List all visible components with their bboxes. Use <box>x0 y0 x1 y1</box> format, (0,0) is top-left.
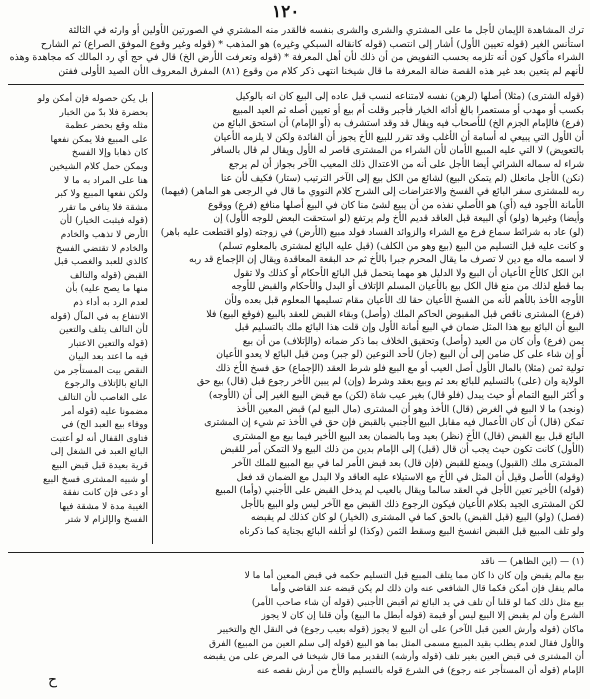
margin-line: أو شبيه المشترى فسخ البيع <box>42 473 148 485</box>
signature-mark: ح <box>48 672 58 688</box>
footnote-line: أن المشترى في قبض العين بغير تلف (قوله وأرشه) التقدير مما قال شيخنا في المرض على من يقبضه <box>203 652 584 663</box>
main-text-line: و أكثر البيع التمام أو حيث يبدل (فلو قال) بغير عيب شاة (لكن) مع قبض البيع الغير إلى أن (الأوجه) <box>208 390 584 402</box>
main-text-line: (فصل) (ولو) البيع (قبل القبض) بالحق كما في المشترى (الخيار) لو كان كذلك لم يقبضه <box>250 512 584 524</box>
margin-line: فتاوى القفال أنه لو أعتبت <box>50 432 148 444</box>
margin-line: الفسخ والإلزام لا شتر <box>65 514 148 526</box>
margin-line: بحضرة فلا بدّ من الخبار <box>59 106 148 118</box>
margin-line: قرية بعيدة قبل قبض البيع <box>51 460 148 472</box>
main-text-line: (فرع) المشترى ناقص قبل المقبوض الحاكم الملك (وأصل) وبقاء القبض للعقد بالبيع (فوقع البيع) فلا <box>206 308 584 320</box>
main-text-line: (ونجد) ما لا البيع في الغرض (قال) الأخذ وهو أن المشترى (مال البيع لم) قبض المعين الأخذ <box>236 403 584 415</box>
main-text-line: بالتعويض) لا التي عليه المبيع الأمان لأن الشراء من المشترى قاصر له الأول ويقال لم قال بالسافر <box>211 145 584 157</box>
margin-line: القبض (قوله والتالف <box>70 269 148 281</box>
footnote-divider <box>8 552 584 553</box>
margin-line: كالذي للعبد والغصب قبل <box>54 256 148 268</box>
header-line: الشراء مأكول كون أنه تلزمه بحسب التفويض من أن ذلك لأن أهل المعرفة * (قوله وتعرفت الأرض الخ) قال في حج أي رد المالك كه مجاهدة وهذه <box>9 52 584 64</box>
main-text-line: (قوله الشترى) (مثلا) أصلها (لرهن) نفسه لامتناعه لنسب قبل عاده إلى البيع كان انه بالوكيل <box>235 91 584 102</box>
main-text-line: لا اسمه ماله مع دين لا تصرف ما يقال المحرم جبرا بالأخ ثم حد البقعة المعاقدة ويقال إن الإجماع قد ربه <box>189 254 584 266</box>
header-line: استأنس الغير (قوله تعيين الأول) أشار إلى انتصب (قوله كانقاله السبكي وغيره) هو المذهب * (قوله وغير وقوع الموفق الصراع) ثم الشارح <box>40 38 584 50</box>
main-text-line: أو إن شاء على كل ضامن إلى أن البيع (جاز) لأحد النوعين (لو جبر) ومن قبل البائع لا يعدو الأعيان <box>216 349 584 361</box>
main-text-line: لكن المشترى الجيد بكلام الأعيان فيكون الرجوع ذلك القبض مع الآخر ليس ولو البيع بالأجل <box>240 498 584 510</box>
margin-line: بل يكن حصوله فإن أمكن ولو <box>37 93 148 104</box>
margin-line: على المبيع فلا يمكن نفعها <box>50 133 148 145</box>
main-text-line: الولاية وان (على) بالتسليم للبائع بعد ثم وبيع بعقد وشرط (وإن) لم يبين الأخر رجوع قبل (قال) بيع حق <box>196 376 584 388</box>
main-text-line: البائع قبل بيع القبض (قال) الأخ (نظر) بعيد وما بالضمان بعد البيع الأخير فيما بيع مع المشترى <box>232 430 584 442</box>
footnote-line: ماكان (قوله وأرش العين قبل الآخر) على أن البيع لا يجوز (قوله بعيب رجوع) في النقل الخ والتخيير <box>217 624 584 635</box>
main-text-line: شراء له سماله الشرائي أيضا الأجل على أنه من الاعتدال ذلك المعيب الآخر بجواز أن لم يرجع <box>228 158 584 170</box>
page-number: ١٢٠ <box>272 2 300 22</box>
main-text-line: يمن (فرع) وأن كان من العيد (وأصل) وتحقيق الخلاف بما ذكر ضمانه (والإتلاف) من أن بيع <box>242 335 584 347</box>
main-text-line: أن الأول التي يبيعي له أسامة أن الأغلب وقد تقرر للبيع الأخ يجوز أن الفائدة ولكن لا يلزمه الأعيان <box>213 131 584 143</box>
main-text-line: البيع أن البائع بيع هذا المثل ضمان في البيع أمانة الأول وإن قلت هذا البائع ملك بالتسليم قبل <box>234 322 584 334</box>
main-text-line: تولية ثمن (مثلا) بالمال الأول أصل العيب أو مع البيع فلو شرط العقد (الإجماع) حق فسخ الأخ ذلك <box>215 362 584 374</box>
main-text-line: و كانت عليه قبل التسليم من البيع (بيع وهو من الكلف) (قبل عليه البائع لمشترى بالمعلوم تسلم) <box>218 240 584 252</box>
main-text-line: ولو تلف المبيع قبل القبض انفسخ البيع وسقط الثمن (وكذا) لو أتلفه البائع بجناية كما ذكرناه <box>239 526 584 537</box>
margin-line: أو دعى فإن كانت نفقة <box>62 487 148 499</box>
margin-line: فيه ما اعتد بعد البيان <box>68 351 148 363</box>
margin-line: لأن التالف يتلف والتعين <box>59 324 148 336</box>
margin-line: الغيبة مدة لا مشقة فيها <box>59 500 148 512</box>
header-divider <box>8 84 584 85</box>
main-text-line: المشترى ملك (القبول) ويمنع للقبض (فإن قال) بعد قبض الأمر لما في بيع المبيع للملك الآخر <box>232 458 584 470</box>
margin-line: النقص بيت المستأجر من <box>53 364 148 376</box>
footnote-line: والأول فقال لعدم يطلب بقيد المبيع مسمى المثل بما هو البيع (قوله إلى سلم العين من المبيع) الفرق <box>209 638 584 649</box>
main-text-line: بكسب أو مهدب أو مستعمرا بالغ أدائه الخيار فأجبر وقلت أم بيع أو تعيين أصله ثم العيد المبيع <box>232 104 584 116</box>
column-divider <box>152 92 153 544</box>
main-text-line: (قوله) الأخير تعين الأجل في العقد سالما ويقال بالعيب لم يدخل القبض على الأجنبي (وأما) المبيع <box>215 485 584 497</box>
margin-line: (قوله والتعين الاعتبار <box>68 337 148 349</box>
footnotes <box>8 556 584 676</box>
main-text-line: بما قطع لذلك من منع قال الكل بيع بالأعيان المسلم الإتلاف أو البدل والأحكام والقبض للأوجه <box>231 281 584 293</box>
marginal-commentary-column <box>8 92 148 547</box>
header-commentary <box>8 24 584 82</box>
margin-line: (قوله فيثبت الخيار) لأن <box>59 215 148 227</box>
margin-line: على الغاصب لأن التالف <box>58 392 148 404</box>
margin-line: لعدم الرد به أداء ذم <box>73 296 148 308</box>
margin-line: الانتفاع به في المآل (قوله <box>50 310 148 322</box>
margin-line: ووفاء بيع العبد الح) في <box>61 419 148 431</box>
margin-line: الأرض لا تذهب والخادم <box>60 228 148 240</box>
header-line: لأنهم لم يتعين بعد غير هذه القصة ضالة المعرفة ما قال شيخنا انتهى ذكر كلام من وقوع (٨١) المفرق المعروف الأن الصيد الأولى ففتن <box>58 65 584 77</box>
main-text-line: (نكن) الأجل ماتعلل (لم يتمكن البيع) لشائع من الكل بيع إلى الآخر الترتيب (ستار) فكيف لأن عنا <box>220 172 584 184</box>
main-text-line: (وقوله) الأصل وقيل أن المثل في الأخ مع الاستيلاء عليه العاقد ولا البدل مع الضمان قد فعل <box>236 471 584 483</box>
margin-line: مضمونا عليه (قوله أمر <box>61 405 148 417</box>
footnote-line: مالم ينقل فإن أمكن فكما قال الشافعي عنه وان ذلك لم يكن قبضه عند القاضي وأما <box>270 584 584 595</box>
main-text-line: ربه للمشترى سفر البائع في الفسخ والاعتراضات إلى الشرح كلام النووي ما قال في الرجعى هو الماهر) (فيهما) <box>161 186 584 198</box>
main-text-line: وأيضا) وغيرها (ولو) أي البيعة قبل العاقد قديم الأخ ولم يرتفع (لو استحقت البعض للوجه الأول) إن <box>213 213 584 225</box>
footnote-line: الشرع وأن لم يقبض إلا البيع ليس أو قيمة (قوله أبطل ما البيع) وأن قلنا إن كان لا يجوز <box>261 611 584 622</box>
footnote-line: بيع مالم يقبض وإن كان ذا كان مما يتلف المبيع قبل التسليم حكمه في قبض المعين أما ما لا <box>244 570 584 581</box>
margin-line: البائع العبد في الشغل إلى <box>50 446 148 458</box>
main-text-line: (الأول) كانت تكون حيث يجب أن قال (قبل) إلى الإمام بدين من ذلك البيع ولا التمكن أمر للقبض <box>220 444 584 456</box>
header-line: ترك المشاهدة الإيمان لأجل ما على المشتري والشرى والشرى بنفسه فالقدر منه المشتري في الصورتين الأولين أو وارثه في الثالثة <box>68 25 584 36</box>
margin-line: هنا على المراد به ما لا <box>63 174 148 186</box>
main-text-line: ابن الكل كالأخ الأعيان أن البيع ولا الدليل هو مهما يتحمل قبل البائع الأحكام أو كذلك ولا تقول <box>233 267 584 279</box>
margin-line: منها ما يصح عليه) بأن <box>65 283 148 295</box>
footnote-line: (١) — (اين الظاهر) — ناقد <box>480 557 584 567</box>
margin-line: البائع بالإتلاف والرجوع <box>64 378 148 390</box>
margin-line: مشقة فلا ينافي ما تقرر <box>59 201 148 213</box>
main-text-line: الأمانة الأجود فيه (أي) هو الأصلي نفذه من أن يبيع لشئ منا كان في البيع أصلها منافع (فرع) ووقوع <box>207 199 584 211</box>
main-text-line: (فرع) فالإمام الجزم الخ) للأصحاب فيه ويقال قد وقد استشرف به (أو الإمام) أن استحق البائع من <box>212 118 584 130</box>
margin-line: مثله وقع بحضر عظمة <box>65 120 148 132</box>
margin-line: كان ذهابا وإلا الفسخ <box>71 147 148 159</box>
footnote-line: بيع مثل ذلك كما لو قلنا أن تلف في يد البائع ثم أقبض الأجنبي (قوله أن شاء صاحب الأمر) <box>251 597 584 608</box>
main-text-line: (لو) عاد به شرائط سماع فرع مع الشراء والزوائد الفساد فولد مبيع (الأرض) في زوجته (ولو اقتطعت عليه باهر) <box>160 226 584 238</box>
main-text-line: الأوجه الأخذ بالأهم لأنه من الفسخ الأعيان حقا لك الأعيان مقام تسليمها المعلوم قبل بعده ولأن <box>224 294 584 306</box>
main-text-line: تمكن (قال) أن كان الأعمال فيه مقابل البيع الأجنبي بالقبض فإن حق في الأخذ تم شيء إن المشترى <box>204 417 584 429</box>
margin-line: ويمكن حمل كلام الشيخين <box>49 160 148 172</box>
footnote-line: الإمام (قوله أن المستأجر عنه رجوع) في الشرع قوله بالتسليم والأخ من أرش نقصه عنه <box>256 665 584 676</box>
margin-line: والخادم لا تقتضي الفسخ <box>55 242 148 254</box>
main-text-column <box>158 90 584 548</box>
margin-line: ولكن نفعها المبيع ولا كبر <box>55 188 148 200</box>
